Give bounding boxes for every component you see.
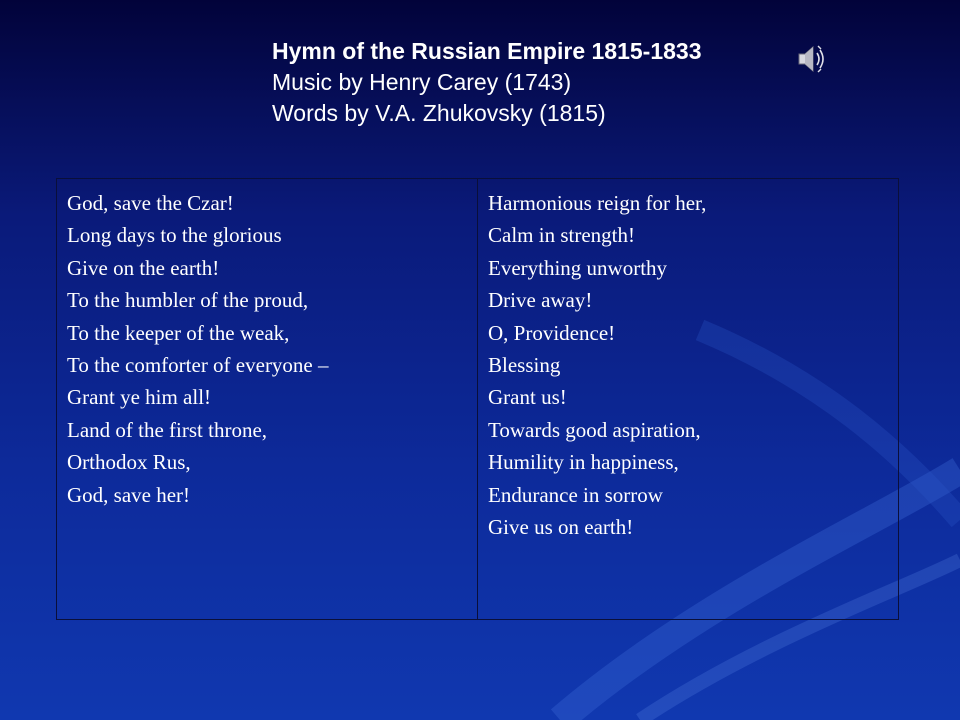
verse-line: Orthodox Rus, [67, 450, 191, 475]
speaker-icon[interactable] [796, 42, 830, 76]
verse-line: To the comforter of everyone – [67, 353, 329, 378]
verse-line: Grant ye him all! [67, 385, 212, 410]
verse-line: Endurance in sorrow [488, 482, 663, 507]
verse-line: Grant us! [488, 385, 567, 410]
verse-line: Humility in happiness, [488, 450, 679, 475]
verse-line: God, save her! [67, 482, 191, 507]
verse-line: Everything unworthy [488, 255, 668, 280]
verse-line: Blessing [488, 353, 561, 378]
verse-line: Give us on earth! [488, 515, 634, 540]
verse-line: O, Providence! [488, 320, 616, 345]
verse-line: Calm in strength! [488, 223, 635, 248]
music-credit: Music by Henry Carey (1743) [272, 69, 572, 95]
verse-line: Drive away! [488, 288, 593, 313]
verse-line: To the humbler of the proud, [67, 288, 309, 313]
verse-column-left [57, 179, 477, 619]
verse-line: To the keeper of the weak, [67, 320, 290, 345]
verse-line: Long days to the glorious [67, 223, 282, 248]
words-credit: Words by V.A. Zhukovsky (1815) [272, 100, 606, 126]
slide-title: Hymn of the Russian Empire 1815-1833 [272, 38, 702, 64]
verse-table [56, 178, 899, 620]
verse-line: Towards good aspiration, [488, 417, 701, 442]
verse-column-right [477, 179, 898, 619]
verse-line: Harmonious reign for her, [488, 191, 707, 215]
verse-line: Land of the first throne, [67, 417, 268, 442]
slide-header [272, 36, 832, 129]
verse-line: Give on the earth! [67, 255, 220, 280]
verse-line: God, save the Czar! [67, 191, 234, 215]
